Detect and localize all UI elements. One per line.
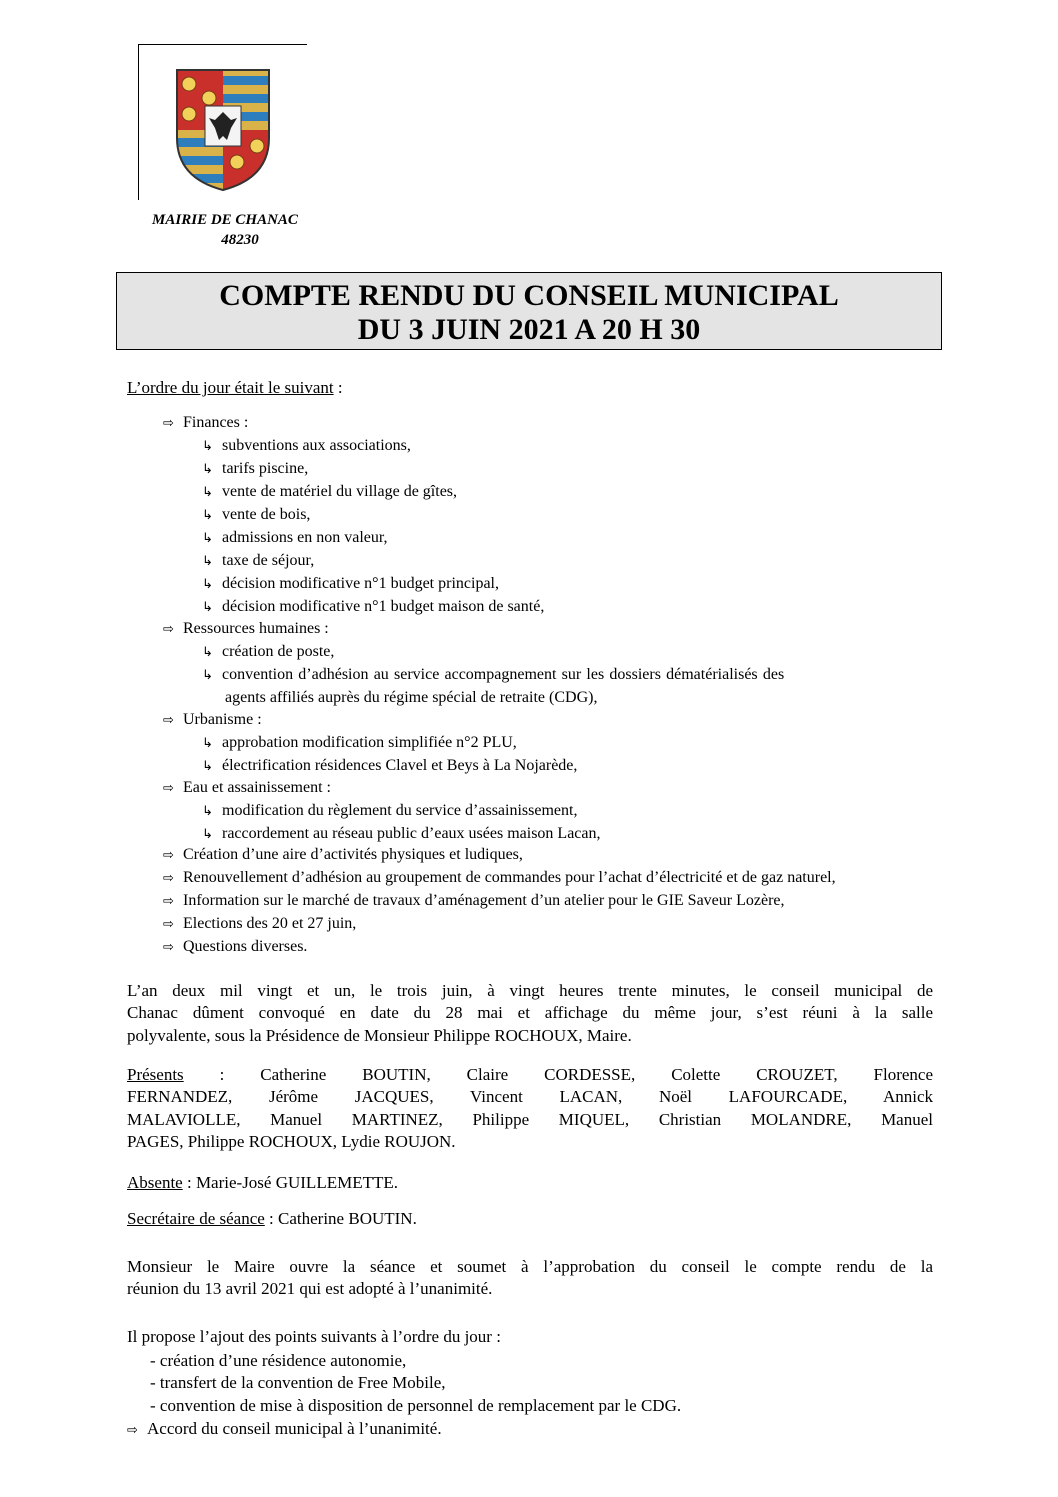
paragraph-line: PAGES, Philippe ROCHOUX, Lydie ROUJON. [127,1132,456,1152]
list-item [202,483,457,501]
arrow-right-icon: ⇨ [163,848,174,863]
paragraph-line: polyvalente, sous la Présidence de Monsieur Philippe ROCHOUX, Maire. [127,1025,632,1045]
present-label: Présents [127,1065,184,1084]
section-label: Urbanisme : [183,711,262,728]
list-item: - transfert de la convention de Free Mobile, [150,1373,446,1393]
arrow-right-icon: ⇨ [163,416,174,431]
arrow-right-icon: ⇨ [163,781,174,796]
sub-arrow-icon: ↳ [202,485,213,500]
agenda-intro-suffix: : [333,378,343,397]
agenda-point-text: Questions diverses. [183,938,308,955]
list-item-text: vente de matériel du village de gîtes, [222,483,458,500]
decision-line [127,1418,933,1442]
arrow-right-icon: ⇨ [163,917,174,932]
list-item-continuation [225,689,597,707]
list-item-text: convention d’adhésion au service accompagnement sur les dossiers dématérialisés des [222,666,785,683]
list-item [202,437,411,455]
arrow-right-icon: ⇨ [163,940,174,955]
paragraph-line: L’an deux mil vingt et un, le trois juin, à vingt heures trente minutes, le conseil municipal de [127,981,933,1000]
list-item-text: création de poste, [222,643,335,660]
agenda-point-text: Création d’une aire d’activités physiques et ludiques, [183,846,523,863]
paragraph-line: MALAVIOLLE, Manuel MARTINEZ, Philippe MIQUEL, Christian MOLANDRE, Manuel [127,1109,933,1129]
title-line-2: DU 3 JUIN 2021 A 20 H 30 [357,313,701,346]
list-item-text: modification du règlement du service d’assainissement, [222,802,578,819]
paragraph-line: réunion du 13 avril 2021 qui est adopté à l’unanimité. [127,1279,493,1299]
list-item-text: vente de bois, [222,506,311,523]
coat-of-arms-icon [175,68,271,192]
arrow-right-icon: ⇨ [163,871,174,886]
paragraph-line: FERNANDEZ, Jérôme JACQUES, Vincent LACAN, Noël LAFOURCADE, Annick [127,1087,933,1107]
agenda-point [163,892,785,910]
absent-line [127,1172,933,1194]
arrow-right-icon: ⇨ [127,1423,138,1438]
list-item-text: subventions aux associations, [222,437,411,454]
decision-text: Accord du conseil municipal à l’unanimité. [147,1419,442,1438]
list-item-text: raccordement au réseau public d’eaux usées maison Lacan, [222,825,601,842]
arrow-right-icon: ⇨ [163,622,174,637]
page-title [116,272,942,350]
title-line-1: COMPTE RENDU DU CONSEIL MUNICIPAL [219,279,839,312]
sub-arrow-icon: ↳ [202,531,213,546]
agenda-section-eau [163,779,331,797]
sub-arrow-icon: ↳ [202,645,213,660]
list-item [202,506,310,524]
agenda-point [163,869,836,887]
agenda-intro [127,378,343,398]
sub-arrow-icon: ↳ [202,577,213,592]
sub-arrow-icon: ↳ [202,759,213,774]
absent-text: : Marie-José GUILLEMETTE. [182,1173,398,1192]
agenda-point [163,846,523,864]
list-item [202,666,933,684]
mairie-header [140,210,310,250]
agenda-point [163,938,307,956]
arrow-right-icon: ⇨ [163,713,174,728]
arrow-right-icon: ⇨ [163,894,174,909]
paragraph-line: Chanac dûment convoqué en date du 28 mai et affichage du même jour, s’est réuni à la salle [127,1003,933,1023]
list-item [202,643,334,661]
list-item-text: taxe de séjour, [222,552,315,569]
section-label: Finances : [183,414,249,431]
present-paragraph [127,1064,933,1154]
secretary-label: Secrétaire de séance [127,1209,265,1228]
list-item-text: admissions en non valeur, [222,529,388,546]
paragraph-line: Monsieur le Maire ouvre la séance et soumet à l’approbation du conseil le compte rendu de la [127,1257,933,1276]
paragraph-line [127,1064,933,1086]
list-item [202,529,388,547]
list-item-text: électrification résidences Clavel et Beys à La Nojarède, [222,757,578,774]
org-name: MAIRIE DE CHANAC [152,212,298,228]
section-label: Eau et assainissement : [183,779,331,796]
sub-arrow-icon: ↳ [202,462,213,477]
proposal-list [150,1350,956,1417]
list-item [202,575,499,593]
list-item-text: décision modificative n°1 budget principal, [222,575,499,592]
list-item-text: approbation modification simplifiée n°2 PLU, [222,734,517,751]
secretary-text: : Catherine BOUTIN. [264,1209,417,1228]
secretary-line [127,1208,933,1230]
sub-arrow-icon: ↳ [202,600,213,615]
agenda-point-text: Renouvellement d’adhésion au groupement de commandes pour l’achat d’électricité et de gaz naturel, [183,869,836,886]
absent-label: Absente [127,1173,183,1192]
agenda-section-ressources-humaines [163,620,329,638]
list-item [202,802,577,820]
opening-paragraph [127,980,933,1047]
sub-arrow-icon: ↳ [202,668,213,683]
agenda-point-text: Elections des 20 et 27 juin, [183,915,357,932]
proposal-intro [127,1326,933,1348]
list-item-text: tarifs piscine, [222,460,309,477]
list-item-text: agents affiliés auprès du régime spécial de retraite (CDG), [225,689,598,706]
list-item [202,552,314,570]
sub-arrow-icon: ↳ [202,508,213,523]
list-item: - création d’une résidence autonomie, [150,1351,407,1370]
list-item [202,825,601,843]
sub-arrow-icon: ↳ [202,804,213,819]
approval-paragraph [127,1256,933,1301]
list-item [202,460,308,478]
agenda-intro-label: L’ordre du jour était le suivant [127,378,334,397]
present-text: : Catherine BOUTIN, Claire CORDESSE, Colette CROUZET, Florence [183,1065,933,1084]
list-item [202,734,517,752]
sub-arrow-icon: ↳ [202,827,213,842]
agenda-point [163,915,356,933]
agenda-section-finances [163,414,248,432]
list-item: - convention de mise à disposition de personnel de remplacement par le CDG. [150,1395,682,1415]
agenda-point-text: Information sur le marché de travaux d’aménagement d’un atelier pour le GIE Saveur Lozère, [183,892,785,909]
paragraph-line: Il propose l’ajout des points suivants à l’ordre du jour : [127,1327,501,1346]
sub-arrow-icon: ↳ [202,439,213,454]
list-item [202,757,577,775]
postcode: 48230 [221,232,259,248]
list-item [202,598,544,616]
agenda-section-urbanisme [163,711,262,729]
sub-arrow-icon: ↳ [202,736,213,751]
section-label: Ressources humaines : [183,620,329,637]
list-item-text: décision modificative n°1 budget maison de santé, [222,598,545,615]
sub-arrow-icon: ↳ [202,554,213,569]
